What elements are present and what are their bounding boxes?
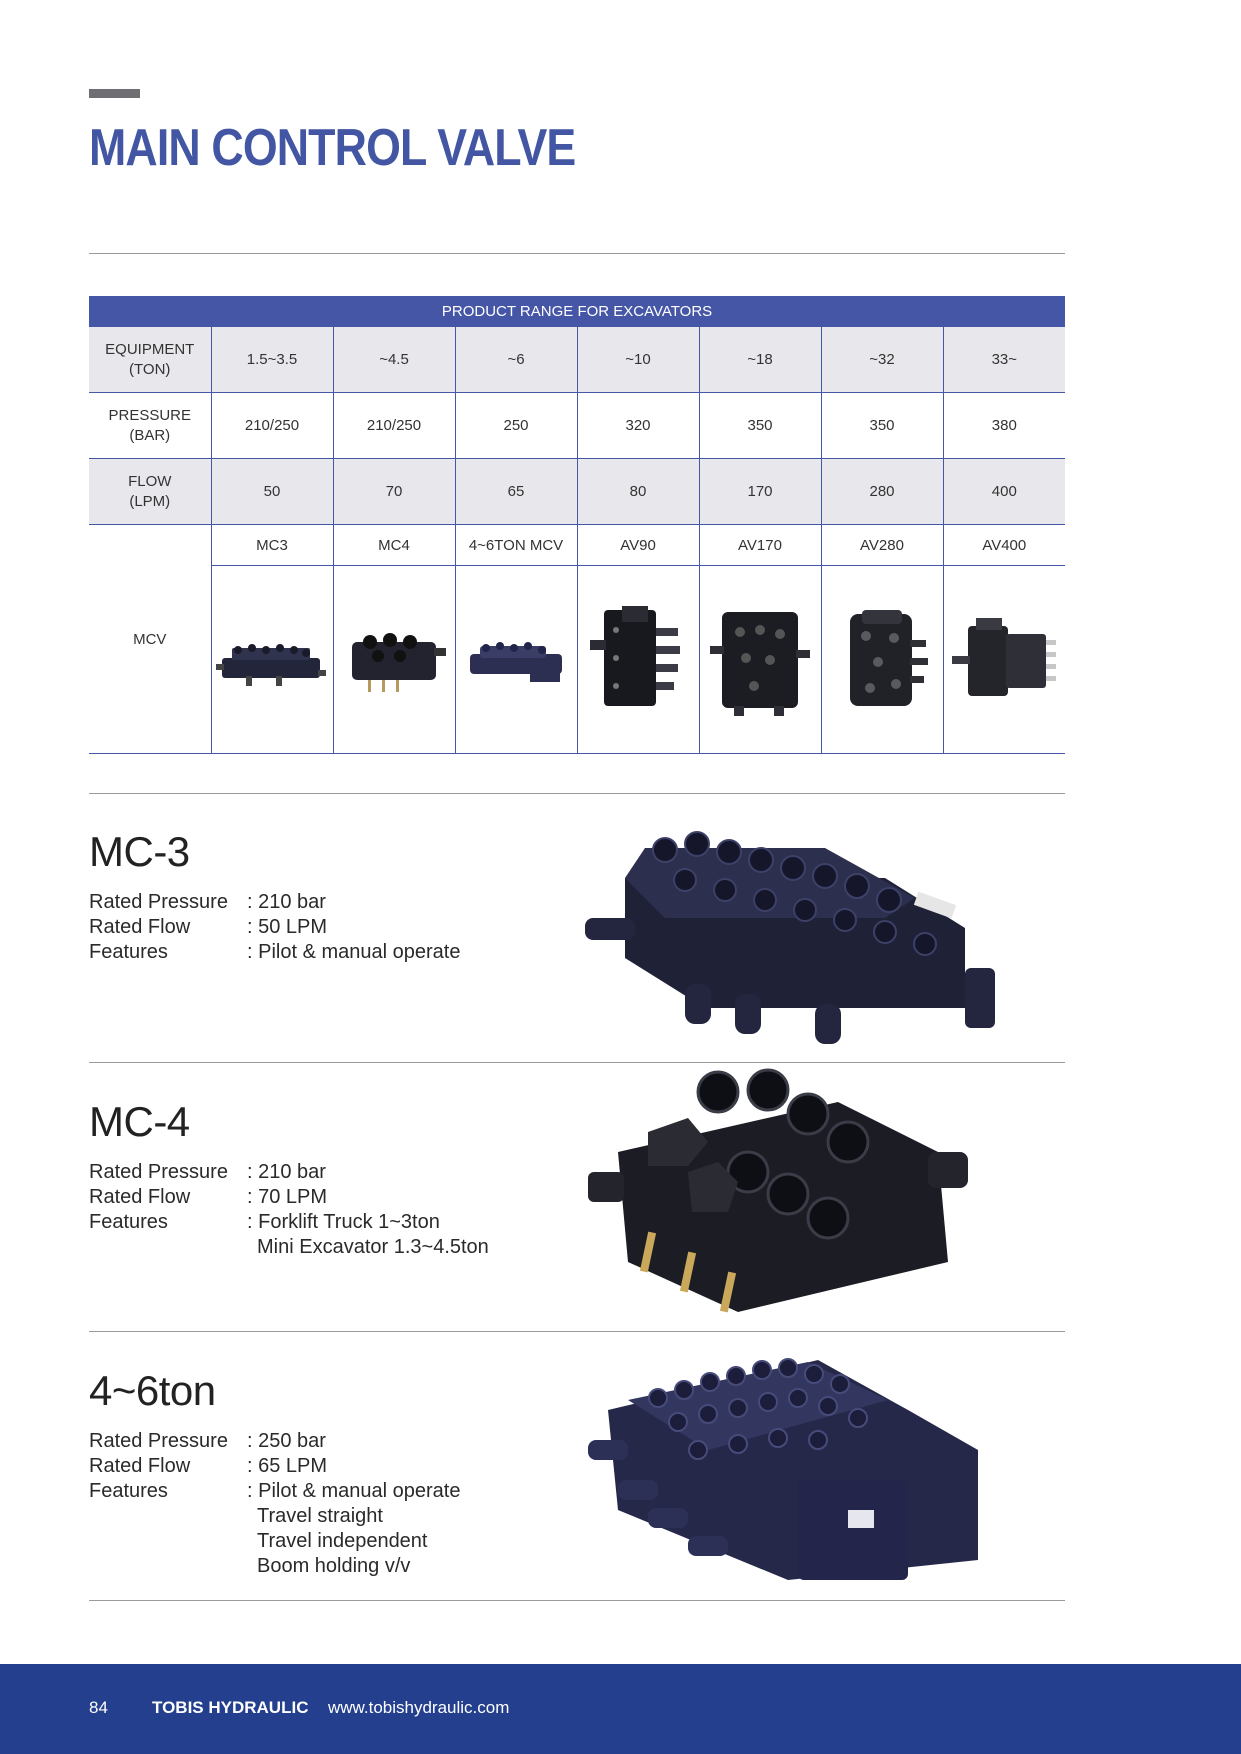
valve-mc4-image [338,620,450,700]
table-cell: 380 [943,393,1065,459]
valve-mc3-image [216,620,328,700]
table-row-mcv-models [89,525,1065,566]
spec-key: Rated Pressure [89,1161,228,1183]
table-cell: 50 [211,459,333,525]
mc4-product-image [588,1062,988,1330]
spec-value: : Pilot & manual operate [247,1480,461,1502]
table-cell: 70 [333,459,455,525]
mcv-image-cell [943,566,1065,754]
footer-website-link[interactable]: www.tobishydraulic.com [328,1698,510,1717]
spec-value: : 210 bar [247,891,326,913]
divider-top [89,253,1065,254]
row-header: FLOW (LPM) [89,459,211,525]
spec-value: : 65 LPM [247,1455,328,1477]
mcv-model-name: AV280 [821,525,943,566]
table-cell: ~10 [577,327,699,393]
table-cell: ~4.5 [333,327,455,393]
divider-mc3-top [89,793,1065,794]
mcv-model-name: MC3 [211,525,333,566]
spec-value: : 210 bar [247,1161,326,1183]
divider-bottom [89,1600,1065,1601]
table-cell: 1.5~3.5 [211,327,333,393]
table-cell: 210/250 [211,393,333,459]
mc3-product-image [585,808,1005,1053]
table-cell: 65 [455,459,577,525]
table-cell: 170 [699,459,821,525]
table-cell: 350 [699,393,821,459]
mcv-model-name: AV90 [577,525,699,566]
table-cell: 320 [577,393,699,459]
spec-feature-extra: Mini Excavator 1.3~4.5ton [257,1236,489,1258]
table-cell: 400 [943,459,1065,525]
page-title: MAIN CONTROL VALVE [89,119,576,177]
spec-value: : 50 LPM [247,916,328,938]
spec-value: : 250 bar [247,1430,326,1452]
spec-feature-extra: Travel straight [257,1505,383,1527]
title-accent-bar [89,89,140,98]
mcv-model-name: 4~6TON MCV [455,525,577,566]
product-name: MC-3 [89,828,190,875]
table-row-flow [89,459,1065,525]
mcv-image-cell [333,566,455,754]
table-cell: 210/250 [333,393,455,459]
valve-av90-image [582,600,694,720]
divider-46ton-top [89,1331,1065,1332]
spec-key: Rated Pressure [89,891,228,913]
spec-feature-extra: Travel independent [257,1530,428,1552]
mcv-image-cell [211,566,333,754]
row-header-mcv: MCV [89,525,211,754]
spec-key: Features [89,1211,168,1233]
spec-feature-extra: Boom holding v/v [257,1555,411,1577]
spec-key: Rated Pressure [89,1430,228,1452]
spec-value: : Pilot & manual operate [247,941,461,963]
product-range-table [89,296,1065,754]
spec-key: Features [89,941,168,963]
4-6ton-product-image [588,1340,993,1595]
mcv-image-cell [577,566,699,754]
footer-bar [0,1664,1241,1754]
spec-key: Features [89,1480,168,1502]
mcv-image-cell [455,566,577,754]
page-number: 84 [89,1698,108,1717]
mcv-model-name: AV170 [699,525,821,566]
row-header: EQUIPMENT (TON) [89,327,211,393]
spec-value: : 70 LPM [247,1186,328,1208]
footer-brand: TOBIS HYDRAULIC [152,1698,309,1717]
table-cell: 250 [455,393,577,459]
table-cell: ~18 [699,327,821,393]
spec-key: Rated Flow [89,1186,191,1208]
mcv-image-cell [699,566,821,754]
table-cell: 280 [821,459,943,525]
table-cell: 350 [821,393,943,459]
table-cell: 33~ [943,327,1065,393]
valve-av280-image [826,600,938,720]
valve-av400-image [948,600,1060,720]
table-row-pressure [89,393,1065,459]
table-cell: 80 [577,459,699,525]
mcv-image-cell [821,566,943,754]
spec-key: Rated Flow [89,916,191,938]
table-cell: ~6 [455,327,577,393]
spec-key: Rated Flow [89,1455,191,1477]
valve-av170-image [704,600,816,720]
spec-value: : Forklift Truck 1~3ton [247,1211,440,1233]
mcv-model-name: MC4 [333,525,455,566]
table-row-mcv-images [89,566,1065,754]
table-cell: ~32 [821,327,943,393]
mcv-model-name: AV400 [943,525,1065,566]
valve-4-6ton-image [460,620,572,700]
table-caption: PRODUCT RANGE FOR EXCAVATORS [89,296,1065,327]
row-header: PRESSURE (BAR) [89,393,211,459]
product-name: MC-4 [89,1098,190,1145]
product-name: 4~6ton [89,1367,216,1414]
table-row-equipment [89,327,1065,393]
